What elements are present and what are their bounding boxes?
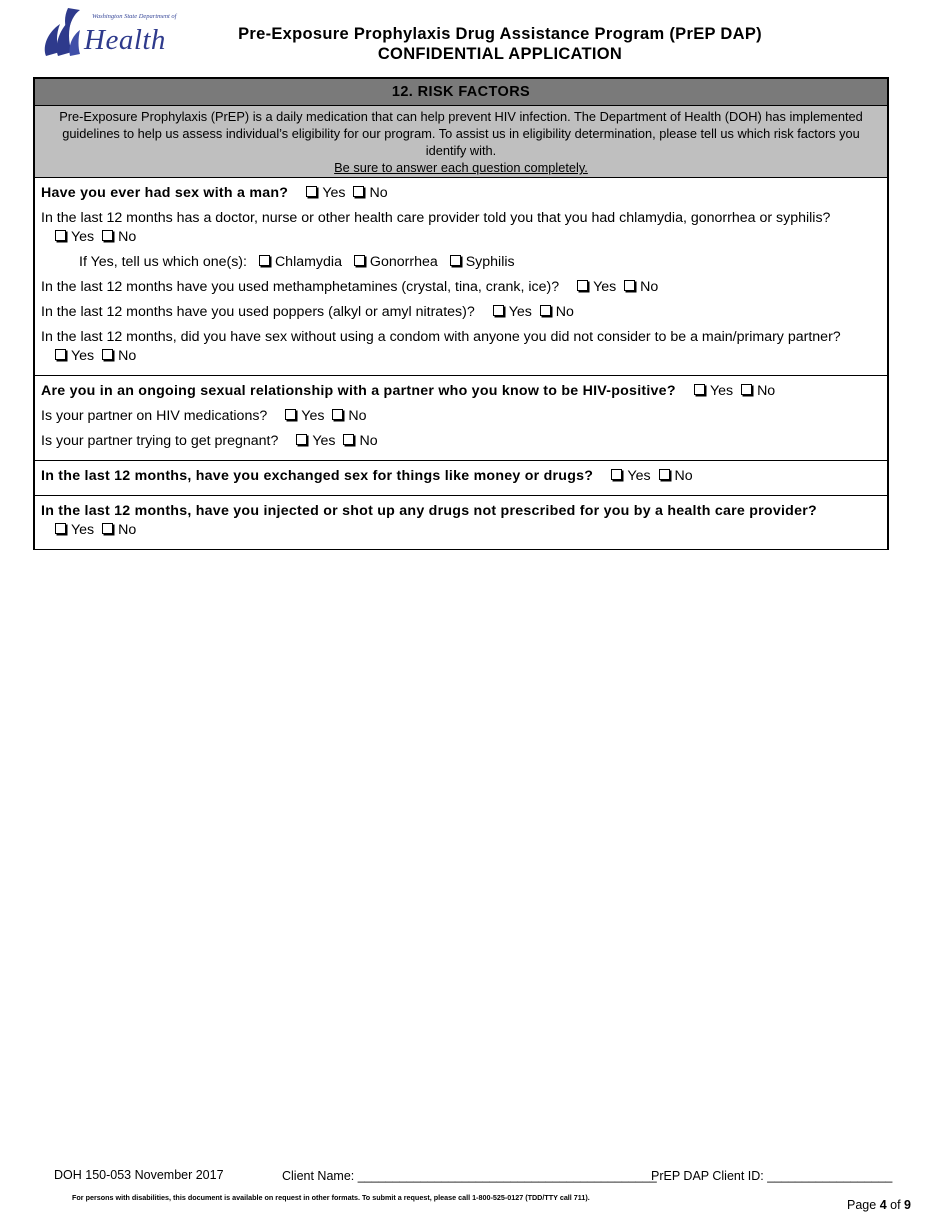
no-option[interactable] (102, 228, 136, 247)
page-label: Page (847, 1198, 877, 1212)
title-line-2: CONFIDENTIAL APPLICATION (377, 45, 623, 63)
yes-label: Yes (71, 348, 95, 364)
yes-label: Yes (508, 304, 532, 320)
yes-option[interactable] (296, 432, 335, 451)
question-text: In the last 12 months, have you exchanged sex for things like money or drugs? (41, 468, 594, 484)
question-methamphetamines (41, 278, 881, 297)
no-label: No (348, 408, 367, 424)
no-label: No (118, 229, 137, 245)
page-of: of (890, 1198, 901, 1212)
question-text: If Yes, tell us which one(s): (79, 254, 247, 270)
exchange-sex-block (35, 461, 887, 496)
question-partner-on-meds (41, 407, 881, 426)
checkbox-icon[interactable] (450, 255, 461, 266)
answer-options (694, 383, 779, 399)
gonorrhea-option[interactable] (354, 253, 438, 272)
answer-options (493, 304, 578, 320)
no-label: No (640, 279, 659, 295)
chlamydia-label: Chlamydia (274, 254, 342, 270)
syphilis-label: Syphilis (465, 254, 515, 270)
no-label: No (555, 304, 574, 320)
checkbox-icon[interactable] (624, 280, 635, 291)
yes-option[interactable] (55, 228, 94, 247)
question-text: In the last 12 months have you used methamphetamines (crystal, tina, crank, ice)? (41, 279, 560, 295)
no-option[interactable] (540, 303, 574, 322)
question-text: Is your partner trying to get pregnant? (41, 433, 279, 449)
yes-option[interactable] (493, 303, 532, 322)
checkbox-icon[interactable] (343, 434, 354, 445)
yes-label: Yes (593, 279, 617, 295)
client-name-field[interactable]: Client Name: ___________________________________________ (282, 1169, 657, 1183)
answer-options (55, 522, 140, 538)
yes-label: Yes (709, 383, 734, 399)
no-option[interactable] (659, 467, 693, 486)
logo-department-text: Washington State Department of (92, 13, 177, 20)
gonorrhea-label: Gonorrhea (369, 254, 438, 270)
no-option[interactable] (741, 382, 775, 401)
page-header (0, 0, 950, 76)
checkbox-icon[interactable] (296, 434, 307, 445)
yes-option[interactable] (694, 382, 733, 401)
checkbox-icon[interactable] (694, 384, 705, 395)
question-text: In the last 12 months, did you have sex without using a condom with anyone you did not consider to be a main/primary partner? (41, 329, 841, 345)
sexual-history-block (35, 178, 887, 376)
question-text: Is your partner on HIV medications? (41, 408, 268, 424)
checkbox-icon[interactable] (354, 255, 365, 266)
no-option[interactable] (102, 347, 136, 366)
syphilis-option[interactable] (450, 253, 515, 272)
hiv-partner-block (35, 376, 887, 461)
yes-option[interactable] (306, 184, 345, 203)
answer-options (611, 468, 696, 484)
checkbox-icon[interactable] (55, 230, 66, 241)
question-sti-diagnosis (41, 209, 881, 247)
yes-option[interactable] (55, 347, 94, 366)
no-label: No (369, 185, 388, 201)
question-poppers (41, 303, 881, 322)
yes-option[interactable] (577, 278, 616, 297)
document-title (200, 24, 800, 64)
checkbox-icon[interactable] (285, 409, 296, 420)
question-sex-with-man (41, 184, 881, 203)
health-flame-icon (40, 6, 90, 62)
answer-options (296, 433, 381, 449)
question-text: Are you in an ongoing sexual relationship with a partner who you know to be HIV-positive? (41, 383, 676, 399)
checkbox-icon[interactable] (102, 349, 113, 360)
page-footer (0, 1160, 950, 1230)
page-total: 9 (904, 1198, 911, 1212)
question-hiv-positive-partner (41, 382, 881, 401)
question-text: In the last 12 months has a doctor, nurse or other health care provider told you that you had chlamydia, gonorrhea or syphilis? (41, 210, 831, 226)
checkbox-icon[interactable] (259, 255, 270, 266)
yes-label: Yes (71, 229, 95, 245)
section-intro (35, 106, 887, 178)
page-current: 4 (879, 1198, 887, 1212)
answer-options (55, 348, 140, 364)
yes-option[interactable] (611, 467, 650, 486)
no-label: No (359, 433, 378, 449)
section-intro-text: Pre-Exposure Prophylaxis (PrEP) is a daily medication that can help prevent HIV infection. The Department of Health (DOH) has implemented guidelines to help us assess individual’s eligibility for our program. To assist us in eligibility determination, please tell us which risk factors you identify with. (59, 109, 863, 158)
accessibility-notice: For persons with disabilities, this document is available on request in other formats. To submit a request, please call 1-800-525-0127 (TDD/TTY call 711). (72, 1193, 590, 1202)
no-option[interactable] (343, 432, 377, 451)
no-option[interactable] (353, 184, 387, 203)
question-text: Have you ever had sex with a man? (41, 185, 289, 201)
risk-factors-form (33, 77, 889, 550)
yes-label: Yes (322, 185, 346, 201)
yes-option[interactable] (285, 407, 324, 426)
yes-option[interactable] (55, 521, 94, 540)
doh-logo (40, 6, 177, 62)
answer-options (55, 229, 140, 245)
yes-label: Yes (301, 408, 325, 424)
checkbox-icon[interactable] (611, 469, 622, 480)
question-exchanged-sex (41, 467, 881, 486)
checkbox-icon[interactable] (102, 230, 113, 241)
checkbox-icon[interactable] (659, 469, 670, 480)
checkbox-icon[interactable] (493, 305, 504, 316)
section-intro-note: Be sure to answer each question completely. (334, 160, 588, 175)
answer-options (306, 185, 391, 201)
question-injected-drugs (41, 502, 881, 540)
answer-options (577, 279, 662, 295)
no-label: No (118, 348, 137, 364)
question-text: In the last 12 months have you used poppers (alkyl or amyl nitrates)? (41, 304, 475, 320)
question-text: In the last 12 months, have you injected or shot up any drugs not prescribed for you by a health care provider? (41, 503, 817, 519)
chlamydia-option[interactable] (259, 253, 342, 272)
checkbox-icon[interactable] (332, 409, 343, 420)
title-line-1: Pre-Exposure Prophylaxis Drug Assistance Program (PrEP DAP) (238, 25, 762, 43)
yes-label: Yes (627, 468, 651, 484)
question-condomless-sex (41, 328, 881, 366)
checkbox-icon[interactable] (55, 349, 66, 360)
yes-label: Yes (312, 433, 336, 449)
page-number (847, 1198, 911, 1212)
checkbox-icon[interactable] (102, 523, 113, 534)
answer-options (285, 408, 370, 424)
no-option[interactable] (332, 407, 366, 426)
sti-options (259, 254, 523, 270)
no-label: No (674, 468, 693, 484)
checkbox-icon[interactable] (353, 186, 364, 197)
no-option[interactable] (624, 278, 658, 297)
checkbox-icon[interactable] (540, 305, 551, 316)
no-label: No (757, 383, 776, 399)
form-code: DOH 150-053 November 2017 (54, 1168, 224, 1182)
checkbox-icon[interactable] (741, 384, 752, 395)
yes-label: Yes (71, 522, 95, 538)
no-option[interactable] (102, 521, 136, 540)
question-partner-pregnancy (41, 432, 881, 451)
client-id-field[interactable]: PrEP DAP Client ID: __________________ (651, 1169, 893, 1183)
no-label: No (118, 522, 137, 538)
logo-health-text: Health (84, 24, 166, 56)
question-sti-type (41, 253, 881, 272)
checkbox-icon[interactable] (55, 523, 66, 534)
checkbox-icon[interactable] (306, 186, 317, 197)
section-title: 12. RISK FACTORS (35, 79, 887, 106)
checkbox-icon[interactable] (577, 280, 588, 291)
injection-drugs-block (35, 496, 887, 549)
